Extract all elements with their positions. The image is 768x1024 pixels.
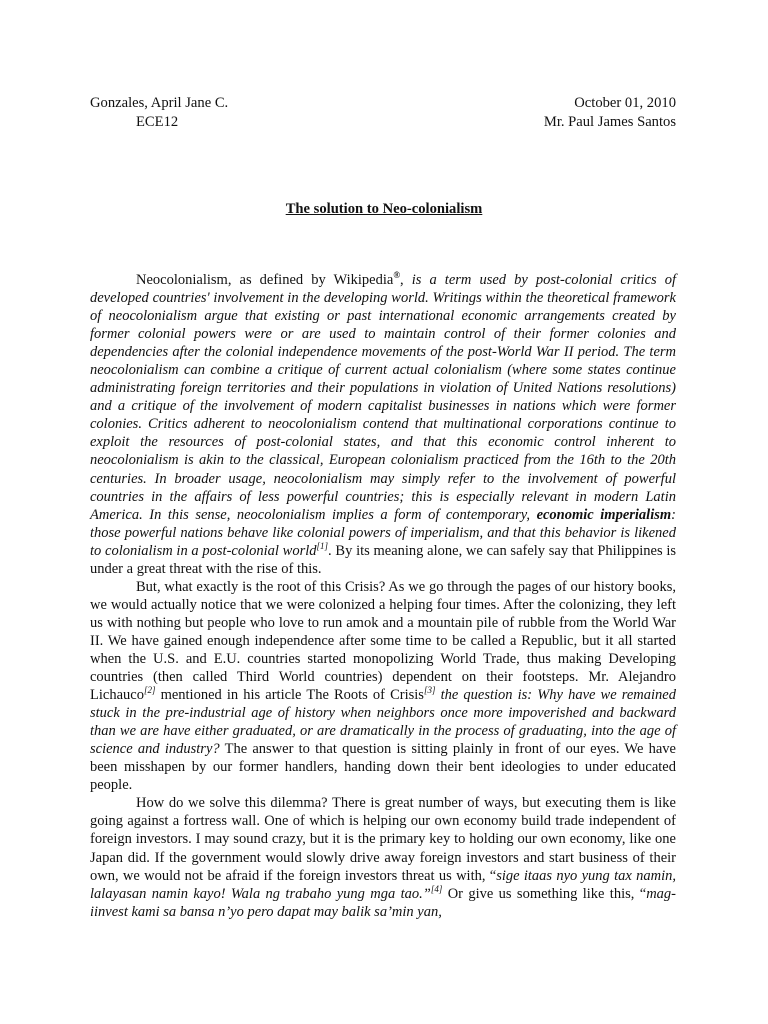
p1-text: Neocolonialism, as defined by Wikipedia bbox=[136, 272, 394, 288]
footnote-ref-1: [1] bbox=[316, 540, 329, 551]
p1-comma: , bbox=[400, 272, 412, 288]
paragraph-2 bbox=[90, 578, 676, 795]
p3-text-2: Or give us something like this, “ bbox=[442, 885, 647, 902]
p1-emphasis: economic imperialism bbox=[536, 506, 672, 523]
p2-quote: the question is: Why have we remained stuck in the pre-industrial age of history when neighbors once more impoverished and backward than we are have either graduated, or are dramatically in the process of graduating, into the age of science and industry? bbox=[90, 687, 676, 758]
p3-text: How do we solve this dilemma? There is great number of ways, but executing them is like going against a fortress wall. One of which is helping our own economy build trade independent of foreign investors. I may sound crazy, but it is the primary key to holding our own economy, like one Japan did. If the government would slowly drive away foreign investors and start business of their own, we would not be afraid if the foreign investors threat us with, “ bbox=[90, 795, 676, 884]
footnote-ref-4: [4] bbox=[430, 883, 443, 894]
header-row-1 bbox=[90, 94, 676, 113]
course-code: ECE12 bbox=[136, 114, 179, 130]
paragraph-3 bbox=[90, 794, 676, 920]
p3-quote-close: ” bbox=[422, 885, 431, 902]
author-name: Gonzales, April Jane C. bbox=[90, 95, 229, 111]
header-row-2 bbox=[90, 113, 676, 132]
p2-conclusion: The answer to that question is sitting plainly in front of our eyes. We have been misshapen by our former handlers, handing down their bent ideologies to under educated people. bbox=[90, 741, 676, 794]
p3-quote-1: sige itaas nyo yung tax namin, lalayasan namin kayo! Wala ng trabaho yung mga tao. bbox=[90, 867, 676, 902]
p1-quote: is a term used by post-colonial critics of developed countries' involvement in the developing world. Writings within the theoretical framework of neocolonialism argue that existing or past international economic arrangements created by former colonial powers were or are used to maintain control of their former colonies and dependencies after the colonial independence movements of the post-World War II period. The term neocolonialism can combine a critique of current actual colonialism (where some states continue administrating foreign territories and their populations in violation of United Nations resolutions) and a critique of the involvement of modern capitalist businesses in nations which were former colonies. Critics adherent to neocolonialism contend that multinational corporations continue to exploit the resources of post-colonial states, and that this economic control inherent to neocolonialism is akin to the classical, European colonialism practiced from the 16th to the 20th centuries. In broader usage, neocolonialism may simply refer to the involvement of powerful countries in the affairs of less powerful countries; this is especially relevant in modern Latin America. In this sense, neocolonialism implies a form of contemporary, bbox=[90, 272, 677, 523]
registered-mark: ® bbox=[393, 270, 401, 281]
p3-quote-2: mag-iinvest kami sa bansa n’yo pero dapat may balik sa’min yan, bbox=[90, 885, 676, 920]
paragraph-1 bbox=[90, 271, 676, 578]
essay-body bbox=[90, 271, 676, 921]
instructor-name: Mr. Paul James Santos bbox=[543, 114, 676, 130]
footnote-ref-3: [3] bbox=[423, 685, 436, 696]
p1-quote-end: : those powerful nations behave like colonial powers of imperialism, and that this behavior is likened to colonialism in a post-colonial world bbox=[90, 506, 676, 559]
document-title: The solution to Neo-colonialism bbox=[285, 201, 483, 217]
footnote-ref-2: [2] bbox=[143, 685, 156, 696]
p2-text: But, what exactly is the root of this Crisis? As we go through the pages of our history books, we would actually notice that we were colonized a helping four times. After the colonizing, they left us with nothing but people who love to run amok and a mountain pile of rubble from the World War II. We have gained enough independence after some time to be called a Republic, but it all started when the U.S. and E.U. countries started monopolizing World Trade, thus making Developing countries (then called Third World countries) dependent on their footsteps. Mr. Alejandro Lichauco bbox=[90, 578, 676, 704]
document-date: October 01, 2010 bbox=[574, 95, 676, 111]
p1-conclusion: . By its meaning alone, we can safely say that Philippines is under a great threat with the rise of this. bbox=[90, 542, 676, 577]
p2-text-2: mentioned in his article The Roots of Crisis bbox=[155, 687, 424, 704]
